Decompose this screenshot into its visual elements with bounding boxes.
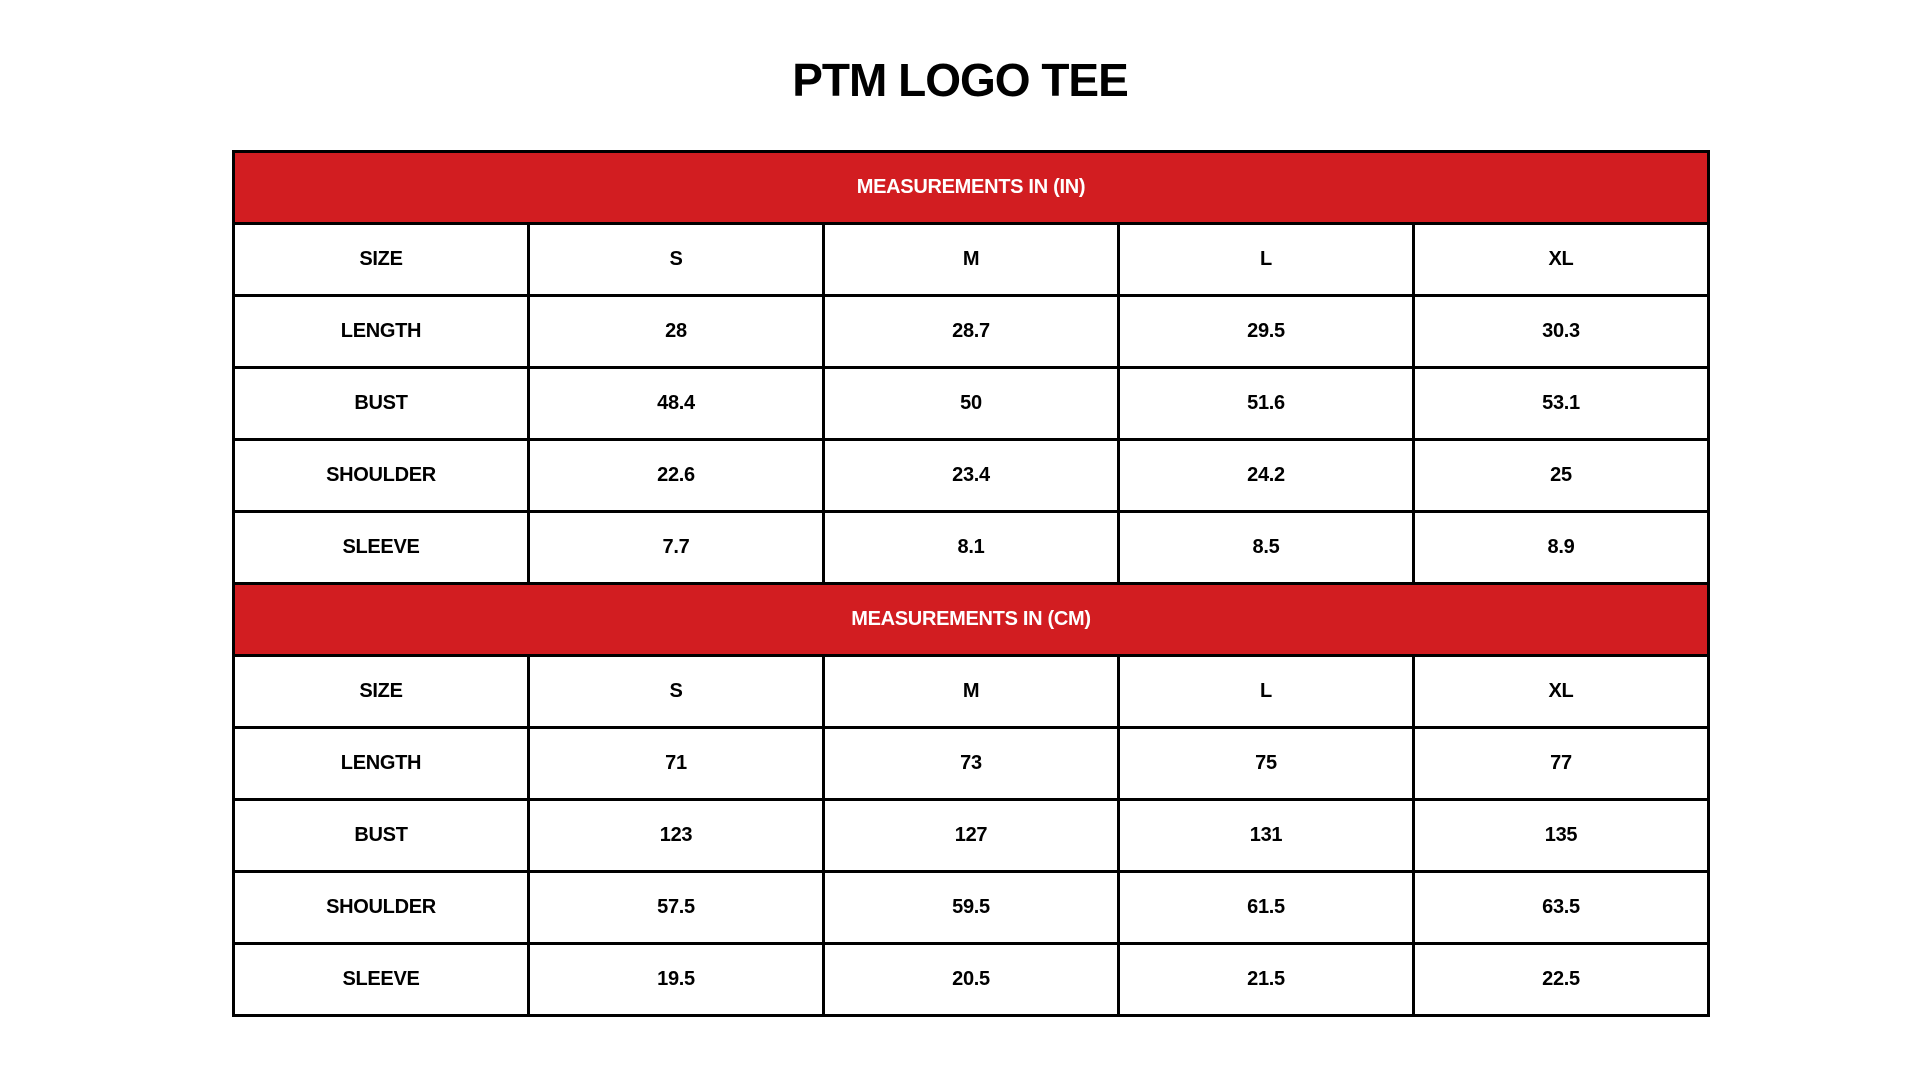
measurement-cell: 48.4 (529, 368, 824, 440)
measurement-cell: 51.6 (1119, 368, 1414, 440)
row-label: SHOULDER (234, 872, 529, 944)
measurement-cell: 22.6 (529, 440, 824, 512)
measurement-cell: 21.5 (1119, 944, 1414, 1016)
measurement-cell: 127 (824, 800, 1119, 872)
measurement-cell: 123 (529, 800, 824, 872)
page-title: PTM LOGO TEE (792, 54, 1128, 106)
row-label: BUST (234, 368, 529, 440)
measurement-cell: 75 (1119, 728, 1414, 800)
table-row (234, 368, 1709, 440)
measurement-cell: 19.5 (529, 944, 824, 1016)
measurement-cell: 131 (1119, 800, 1414, 872)
measurement-cell: 7.7 (529, 512, 824, 584)
measurement-cell: 71 (529, 728, 824, 800)
row-label: SIZE (234, 224, 529, 296)
table-row (234, 512, 1709, 584)
measurement-cell: 30.3 (1414, 296, 1709, 368)
measurement-cell: 50 (824, 368, 1119, 440)
size-column-header: S (529, 224, 824, 296)
section-header-label: MEASUREMENTS IN (IN) (234, 152, 1709, 224)
section-header-inches (234, 152, 1709, 224)
row-label: BUST (234, 800, 529, 872)
row-label: SIZE (234, 656, 529, 728)
measurement-cell: 23.4 (824, 440, 1119, 512)
size-header-row (234, 656, 1709, 728)
table-row (234, 296, 1709, 368)
row-label: SLEEVE (234, 512, 529, 584)
table-row (234, 872, 1709, 944)
row-label: LENGTH (234, 296, 529, 368)
table-row (234, 800, 1709, 872)
measurement-cell: 28.7 (824, 296, 1119, 368)
table-row (234, 944, 1709, 1016)
size-column-header: S (529, 656, 824, 728)
measurement-cell: 8.5 (1119, 512, 1414, 584)
size-column-header: M (824, 224, 1119, 296)
row-label: SHOULDER (234, 440, 529, 512)
table-row (234, 440, 1709, 512)
size-chart-table (232, 150, 1710, 1017)
row-label: SLEEVE (234, 944, 529, 1016)
section-header-centimeters (234, 584, 1709, 656)
measurement-cell: 8.1 (824, 512, 1119, 584)
measurement-cell: 57.5 (529, 872, 824, 944)
measurement-cell: 61.5 (1119, 872, 1414, 944)
measurement-cell: 22.5 (1414, 944, 1709, 1016)
row-label: LENGTH (234, 728, 529, 800)
measurement-cell: 77 (1414, 728, 1709, 800)
measurement-cell: 20.5 (824, 944, 1119, 1016)
size-column-header: L (1119, 656, 1414, 728)
measurement-cell: 63.5 (1414, 872, 1709, 944)
measurement-cell: 28 (529, 296, 824, 368)
measurement-cell: 29.5 (1119, 296, 1414, 368)
measurement-cell: 8.9 (1414, 512, 1709, 584)
size-column-header: M (824, 656, 1119, 728)
size-column-header: XL (1414, 224, 1709, 296)
section-header-label: MEASUREMENTS IN (CM) (234, 584, 1709, 656)
size-column-header: L (1119, 224, 1414, 296)
measurement-cell: 135 (1414, 800, 1709, 872)
size-header-row (234, 224, 1709, 296)
measurement-cell: 59.5 (824, 872, 1119, 944)
table-row (234, 728, 1709, 800)
measurement-cell: 73 (824, 728, 1119, 800)
measurement-cell: 24.2 (1119, 440, 1414, 512)
size-column-header: XL (1414, 656, 1709, 728)
measurement-cell: 53.1 (1414, 368, 1709, 440)
measurement-cell: 25 (1414, 440, 1709, 512)
